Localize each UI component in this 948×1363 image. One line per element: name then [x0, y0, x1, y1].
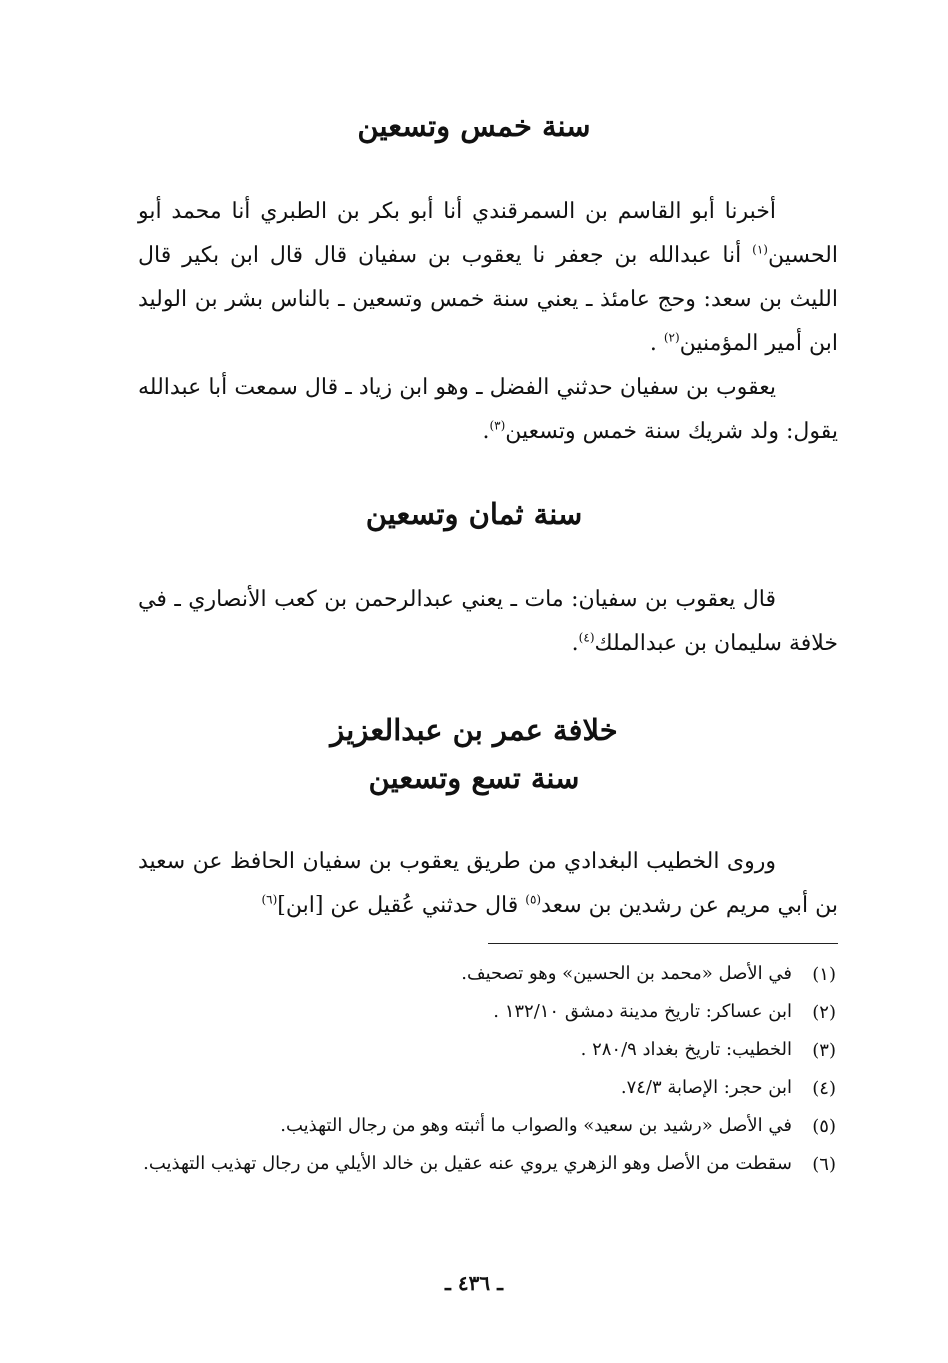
paragraph-end: . — [482, 419, 490, 444]
paragraph-text: أنا عبدالله بن جعفر نا يعقوب بن سفيان قال قال ابن بكير قال الليث بن سعد: وحج عامئذ ـ يعني سنة خمس وتسعين ـ بالناس بشر بن الوليد ابن أمير المؤمنين — [138, 243, 838, 356]
footnote-item — [136, 1070, 836, 1108]
paragraph-2 — [138, 366, 838, 454]
footnote-item — [136, 994, 836, 1032]
footnote-ref-3[interactable]: (٣) — [489, 418, 506, 433]
section-heading-year-95: سنة خمس وتسعين — [357, 109, 591, 143]
paragraph-text: قال حدثني عُقيل عن [ابن] — [277, 893, 526, 918]
footnotes-list — [136, 956, 836, 1184]
section-heading-caliphate-umar: خلافة عمر بن عبدالعزيز — [330, 713, 618, 747]
footnote-number: (٥) — [812, 1116, 836, 1137]
paragraph-text: قال يعقوب بن سفيان: مات ـ يعني عبدالرحمن بن كعب الأنصاري ـ في خلافة سليمان بن عبدالملك — [138, 587, 838, 656]
paragraph-4 — [138, 840, 838, 928]
paragraph-text: يعقوب بن سفيان حدثني الفضل ـ وهو ابن زياد ـ قال سمعت أبا عبدالله يقول: ولد شريك سنة خمس وتسعين — [138, 375, 838, 444]
footnote-text: ابن عساكر: تاريخ مدينة دمشق ١٣٢/١٠ . — [493, 1001, 792, 1022]
section-subheading-year-99: سنة تسع وتسعين — [368, 761, 580, 795]
paragraph-1 — [138, 190, 838, 366]
page-number: ـ ٤٣٦ ـ — [445, 1271, 503, 1295]
footnote-ref-6[interactable]: (٦) — [261, 892, 278, 907]
paragraph-end: . — [649, 331, 664, 356]
footnote-number: (٦) — [812, 1154, 836, 1175]
paragraph-3 — [138, 578, 838, 666]
footnote-text: ابن حجر: الإصابة ٧٤/٣. — [620, 1077, 792, 1098]
footnote-text: في الأصل «رشيد بن سعيد» والصواب ما أثبته وهو من رجال التهذيب. — [280, 1115, 792, 1136]
footnote-ref-1[interactable]: (١) — [752, 242, 768, 257]
paragraph-end: . — [571, 631, 579, 656]
footnote-item — [136, 1032, 836, 1070]
paragraph-text: أخبرنا أبو القاسم بن السمرقندي أنا أبو بكر بن الطبري أنا محمد أبو الحسين — [138, 199, 838, 268]
footnote-item — [136, 956, 836, 994]
footnote-text: الخطيب: تاريخ بغداد ٢٨٠/٩ . — [580, 1039, 792, 1060]
footnote-ref-4[interactable]: (٤) — [578, 630, 595, 645]
footnote-item — [136, 1108, 836, 1146]
footnote-number: (٣) — [812, 1040, 836, 1061]
paragraph-text: وروى الخطيب البغدادي من طريق يعقوب بن سفيان الحافظ عن سعيد بن أبي مريم عن رشدين بن سعد — [138, 849, 838, 918]
footnote-number: (٤) — [812, 1078, 836, 1099]
footnote-text: في الأصل «محمد بن الحسين» وهو تصحيف. — [461, 963, 792, 984]
footnote-text: سقطت من الأصل وهو الزهري يروي عنه عقيل بن خالد الأيلي من رجال تهذيب التهذيب. — [143, 1153, 792, 1174]
footnote-divider — [488, 943, 838, 944]
footnote-ref-5[interactable]: (٥) — [525, 892, 542, 907]
footnote-number: (٢) — [812, 1002, 836, 1023]
footnote-item — [136, 1146, 836, 1184]
footnote-ref-2[interactable]: (٢) — [663, 330, 680, 345]
footnote-number: (١) — [812, 964, 836, 985]
section-heading-year-98: سنة ثمان وتسعين — [365, 497, 583, 531]
